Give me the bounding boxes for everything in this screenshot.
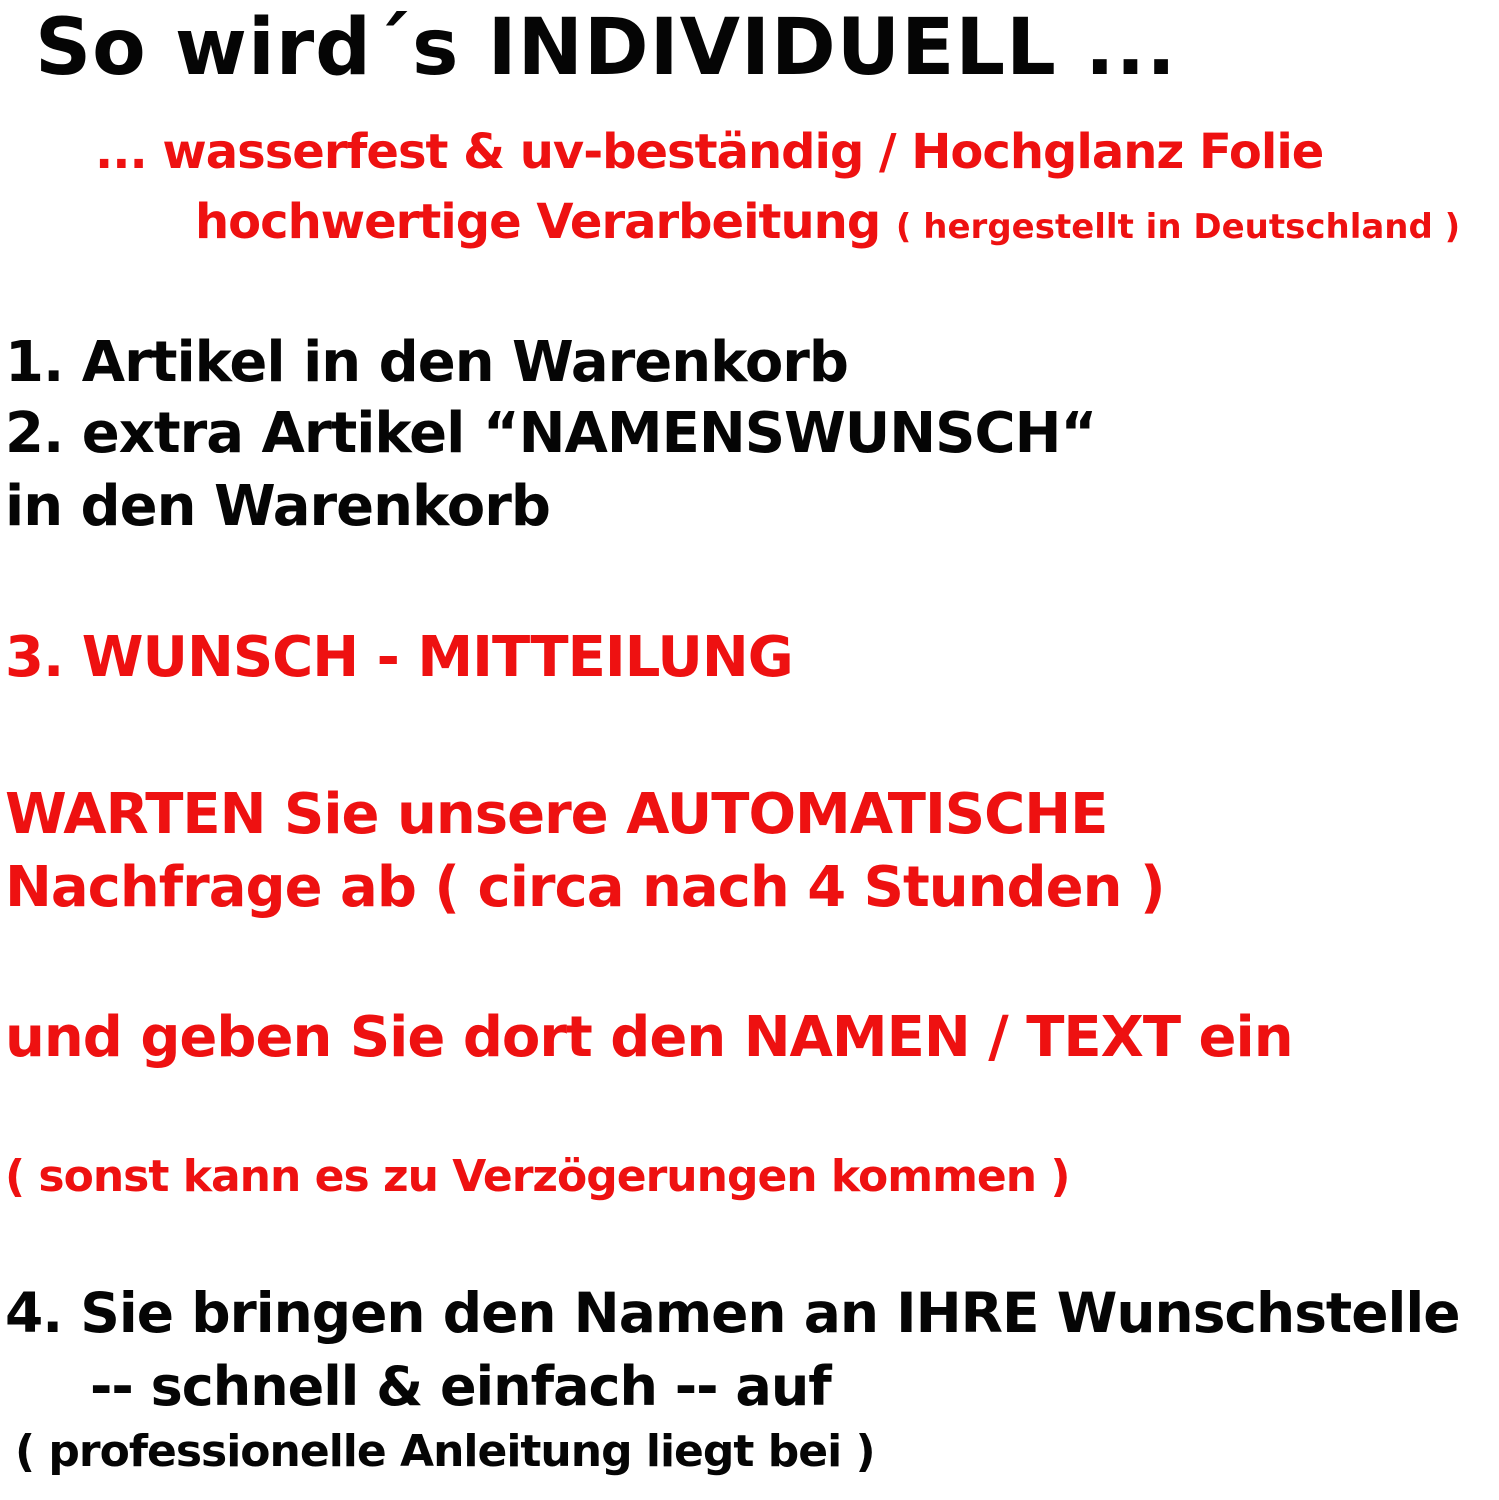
step-4-apply-name-line1: 4. Sie bringen den Namen an IHRE Wunschstelle bbox=[5, 1281, 1460, 1345]
step-4-apply-name-line2: -- schnell & einfach -- auf bbox=[90, 1355, 831, 1418]
step-3-enter-name-instruction: und geben Sie dort den NAMEN / TEXT ein bbox=[5, 1005, 1293, 1070]
page-title: So wird´s INDIVIDUELL ... bbox=[35, 3, 1177, 93]
step-3-wait-instruction-line1: WARTEN Sie unsere AUTOMATISCHE bbox=[5, 782, 1108, 847]
step-1-add-to-cart: 1. Artikel in den Warenkorb bbox=[5, 330, 848, 395]
subtitle-quality-text: hochwertige Verarbeitung bbox=[195, 194, 896, 250]
step-2-extra-article-line1: 2. extra Artikel “NAMENSWUNSCH“ bbox=[5, 401, 1097, 466]
step-3-delay-warning: ( sonst kann es zu Verzögerungen kommen ) bbox=[5, 1151, 1070, 1202]
subtitle-features-line: ... wasserfest & uv-beständig / Hochglanz Folie bbox=[95, 124, 1324, 180]
step-4-instructions-included-note: ( professionelle Anleitung liegt bei ) bbox=[15, 1426, 875, 1477]
made-in-germany-note: ( hergestellt in Deutschland ) bbox=[895, 207, 1461, 247]
step-3-wait-instruction-line2: Nachfrage ab ( circa nach 4 Stunden ) bbox=[5, 855, 1165, 920]
subtitle-quality-line bbox=[195, 196, 1460, 249]
step-2-extra-article-line2: in den Warenkorb bbox=[5, 474, 550, 539]
step-3-wish-message-heading: 3. WUNSCH - MITTEILUNG bbox=[5, 625, 793, 690]
